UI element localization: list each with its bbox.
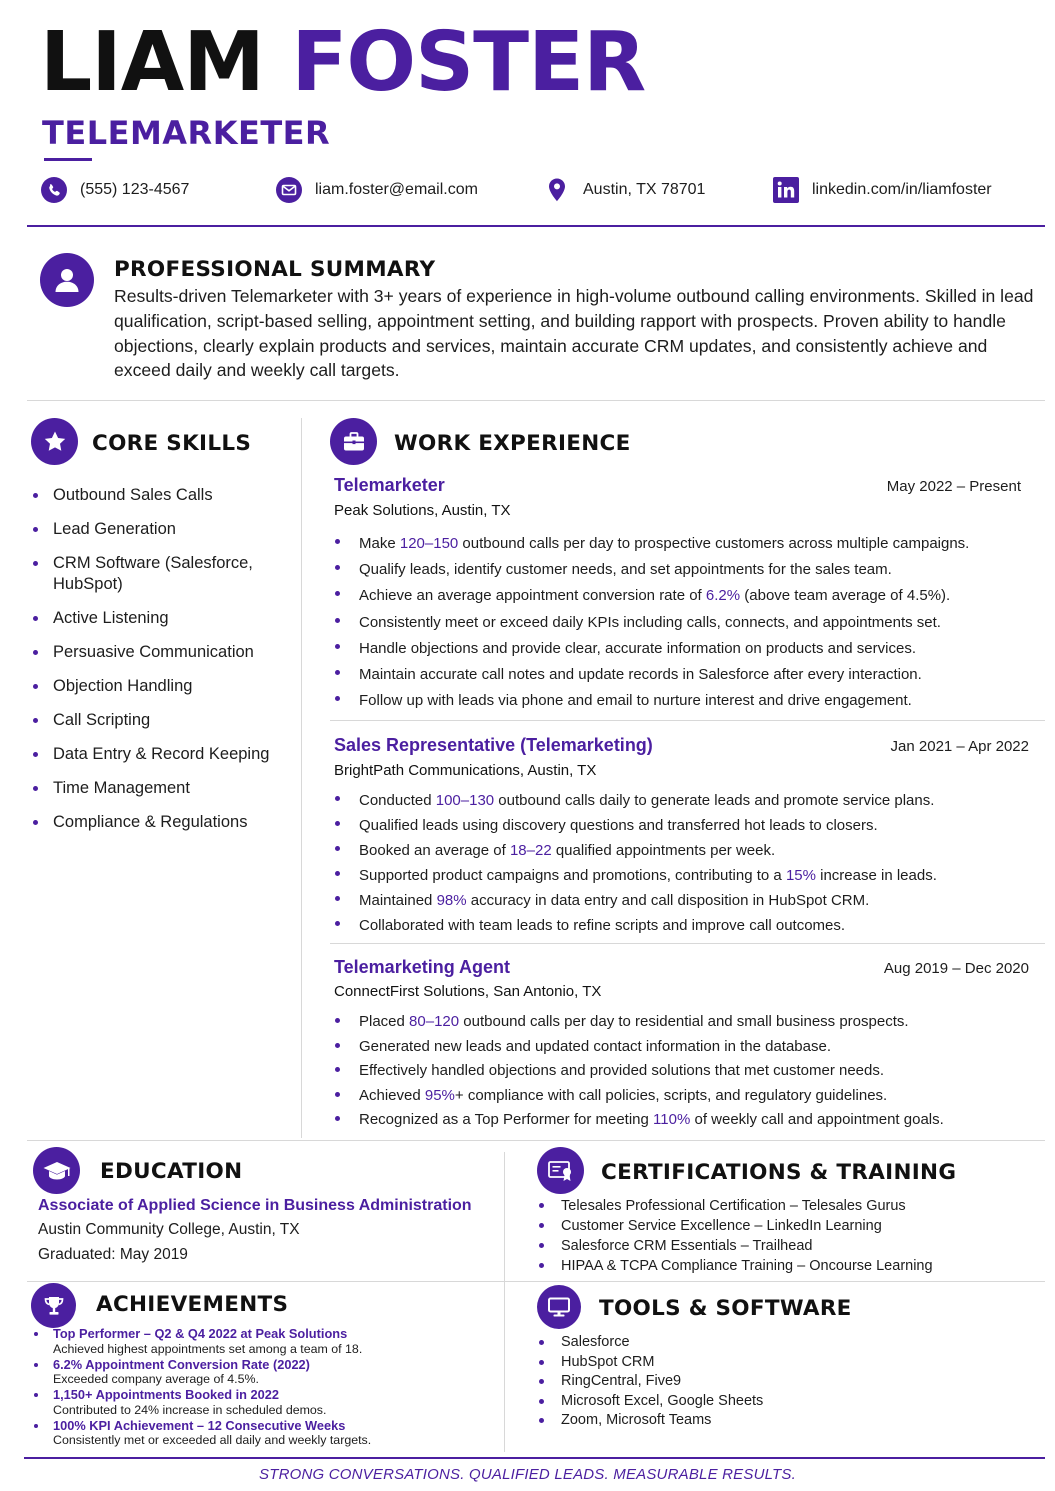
title-underline — [44, 158, 92, 161]
achievement-description: Contributed to 24% increase in scheduled demos. — [53, 1402, 327, 1417]
footer-tagline: STRONG CONVERSATIONS. QUALIFIED LEADS. MEASURABLE RESULTS. — [259, 1466, 796, 1483]
job-2-bullets — [334, 788, 937, 938]
bullet-highlight: 100–130 — [435, 792, 495, 809]
job-bullet — [334, 1059, 944, 1084]
phone-icon — [41, 177, 67, 203]
tool-item: Salesforce — [537, 1333, 763, 1353]
job-bullet — [334, 888, 937, 913]
summary-text: Results-driven Telemarketer with 3+ years of experience in high-volume outbound calling environments. Skilled in lead qualification, script-based selling, appointment setting, and building rapport with prospects. Proven ability to handle objections, clearly explain products and services, maintain accurate CRM updates, and consistently achieve and exceed daily and weekly call targets. — [114, 286, 1034, 381]
linkedin-url: linkedin.com/in/liamfoster — [812, 181, 992, 198]
first-name: LIAM — [40, 15, 264, 110]
bullet-text: outbound calls daily to generate leads and promote service plans. — [494, 792, 935, 809]
bullet-text: Consistently meet or exceed daily KPIs including calls, connects, and appointments set. — [359, 613, 941, 631]
contact-location — [544, 174, 705, 206]
experience-divider — [27, 1140, 1045, 1141]
star-icon — [31, 418, 78, 465]
envelope-icon — [276, 177, 302, 203]
certification-item: Telesales Professional Certification – Telesales Gurus — [537, 1196, 933, 1216]
graduation-date: Graduated: May 2019 — [38, 1246, 188, 1263]
job-bullet — [334, 583, 969, 609]
job-bullet — [334, 838, 937, 863]
achievement-item — [33, 1357, 371, 1388]
bullet-highlight: 95% — [424, 1086, 455, 1104]
job-bullet — [334, 662, 969, 688]
bullet-text: outbound calls per day to residential and small business prospects. — [459, 1013, 909, 1030]
person-icon — [40, 253, 94, 307]
certificate-icon — [537, 1147, 584, 1194]
bullet-text: Collaborated with team leads to refine scripts and improve call outcomes. — [359, 917, 846, 934]
bullet-highlight: 120–150 — [399, 535, 459, 552]
certification-item: Salesforce CRM Essentials – Trailhead — [537, 1236, 933, 1256]
job-bullet — [334, 557, 969, 583]
bullet-text: Achieve an average appointment conversion rate of — [359, 587, 706, 605]
education-divider — [27, 1281, 1045, 1282]
bullet-text: Supported product campaigns and promotions, contributing to a — [359, 867, 786, 884]
graduation-cap-icon — [33, 1147, 80, 1194]
bullet-text: Placed — [359, 1013, 410, 1030]
bullet-text: Follow up with leads via phone and email to nurture interest and drive engagement. — [359, 692, 912, 710]
trophy-icon — [31, 1283, 76, 1328]
column-divider — [301, 418, 302, 1138]
achievement-title: 1,150+ Appointments Booked in 2022 — [53, 1387, 280, 1402]
achievement-description: Achieved highest appointments set among a team of 18. — [53, 1341, 363, 1356]
job-bullet — [334, 1010, 944, 1035]
certifications-list — [537, 1196, 933, 1276]
bullet-text: Booked an average of — [359, 842, 510, 859]
bullet-highlight: 80–120 — [409, 1013, 460, 1030]
bullet-highlight: 6.2% — [705, 587, 741, 605]
tools-list — [537, 1333, 763, 1431]
job-2-title: Sales Representative (Telemarketing) — [334, 735, 653, 755]
experience-heading: WORK EXPERIENCE — [394, 431, 631, 456]
footer-rule — [24, 1457, 1045, 1459]
skill-item: Active Listening — [33, 608, 293, 629]
phone-number: (555) 123-4567 — [80, 181, 190, 198]
bullet-highlight: 110% — [653, 1111, 691, 1129]
bullet-text: Maintain accurate call notes and update records in Salesforce after every interaction. — [359, 666, 922, 684]
bullet-text: of weekly call and appointment goals. — [690, 1111, 944, 1129]
job-1-title: Telemarketer — [334, 475, 445, 495]
job-bullet — [334, 788, 937, 813]
bullet-text: increase in leads. — [815, 867, 937, 884]
certifications-heading: CERTIFICATIONS & TRAINING — [601, 1160, 957, 1185]
achievement-item — [33, 1418, 371, 1449]
bullet-text: Maintained — [359, 892, 437, 909]
tool-item: RingCentral, Five9 — [537, 1372, 763, 1392]
bullet-text: Make — [359, 535, 400, 552]
skill-item: Outbound Sales Calls — [33, 485, 293, 506]
location-pin-icon — [544, 177, 570, 203]
location-text: Austin, TX 78701 — [583, 181, 706, 198]
job-bullet — [334, 610, 969, 636]
achievement-title: Top Performer – Q2 & Q4 2022 at Peak Solutions — [53, 1326, 348, 1341]
job-divider-2 — [330, 943, 1045, 944]
job-3-title: Telemarketing Agent — [334, 957, 511, 977]
header-divider — [27, 225, 1045, 227]
bullet-text: Generated new leads and updated contact information in the database. — [359, 1037, 831, 1055]
bullet-text: Qualify leads, identify customer needs, and set appointments for the sales team. — [359, 561, 892, 579]
briefcase-icon — [330, 418, 377, 465]
achievement-title: 100% KPI Achievement – 12 Consecutive Weeks — [53, 1417, 346, 1433]
tool-item: HubSpot CRM — [537, 1353, 763, 1373]
job-2-company: BrightPath Communications, Austin, TX — [334, 762, 597, 779]
bullet-text: Effectively handled objections and provided solutions that met customer needs. — [359, 1062, 885, 1080]
job-3-bullets — [334, 1010, 944, 1133]
bullet-text: Qualified leads using discovery questions and transferred hot leads to closers. — [359, 817, 878, 834]
bullet-text: outbound calls per day to prospective customers across multiple campaigns. — [458, 535, 970, 552]
summary-divider — [27, 400, 1045, 401]
achievement-title: 6.2% Appointment Conversion Rate (2022) — [53, 1356, 310, 1372]
linkedin-icon — [773, 177, 799, 203]
contact-email[interactable] — [276, 174, 478, 206]
achievements-heading: ACHIEVEMENTS — [96, 1292, 289, 1317]
summary-heading: PROFESSIONAL SUMMARY — [114, 257, 436, 282]
skill-item: Time Management — [33, 778, 293, 799]
certification-item: HIPAA & TCPA Compliance Training – Oncourse Learning — [537, 1256, 933, 1276]
email-address: liam.foster@email.com — [315, 181, 478, 198]
job-1-dates: May 2022 – Present — [886, 478, 1021, 495]
achievements-list — [33, 1326, 371, 1448]
job-bullet — [334, 913, 937, 938]
bullet-highlight: 15% — [785, 867, 816, 884]
bullet-text: (above team average of 4.5%). — [740, 587, 951, 605]
skill-item: Call Scripting — [33, 710, 293, 731]
degree-name: Associate of Applied Science in Business Administration — [38, 1197, 472, 1214]
last-name: FOSTER — [291, 15, 646, 110]
job-bullet — [334, 636, 969, 662]
job-bullet — [334, 688, 969, 714]
job-bullet — [334, 813, 937, 838]
bullet-text: accuracy in data entry and call disposition in HubSpot CRM. — [466, 892, 870, 909]
skill-item: Persuasive Communication — [33, 642, 293, 663]
job-1-company: Peak Solutions, Austin, TX — [334, 502, 511, 519]
contact-phone[interactable] — [41, 174, 189, 206]
job-bullet — [334, 1108, 944, 1133]
job-1-bullets — [334, 531, 969, 714]
school-name: Austin Community College, Austin, TX — [38, 1221, 300, 1238]
bullet-text: qualified appointments per week. — [551, 842, 776, 859]
job-bullet — [334, 1035, 944, 1060]
certification-item: Customer Service Excellence – LinkedIn Learning — [537, 1216, 933, 1236]
job-title-heading: TELEMARKETER — [42, 114, 331, 152]
contact-linkedin[interactable] — [773, 174, 992, 206]
bullet-highlight: 98% — [436, 892, 467, 909]
skill-item: Compliance & Regulations — [33, 812, 293, 833]
job-divider-1 — [330, 720, 1045, 721]
achievement-item — [33, 1387, 371, 1418]
bullet-highlight: 18–22 — [509, 842, 552, 859]
bullet-text: Achieved — [359, 1086, 425, 1104]
bullet-text: Conducted — [359, 792, 436, 809]
job-bullet — [334, 531, 969, 557]
skill-item: CRM Software (Salesforce, HubSpot) — [33, 553, 293, 595]
achievement-description: Consistently met or exceeded all daily and weekly targets. — [53, 1433, 372, 1447]
job-3-company: ConnectFirst Solutions, San Antonio, TX — [334, 983, 602, 1000]
job-bullet — [334, 863, 937, 888]
skill-item: Lead Generation — [33, 519, 293, 540]
monitor-icon — [537, 1285, 581, 1329]
skills-heading: CORE SKILLS — [92, 431, 252, 456]
bullet-text: Recognized as a Top Performer for meeting — [359, 1111, 654, 1129]
job-3-dates: Aug 2019 – Dec 2020 — [883, 960, 1029, 977]
skills-list — [33, 485, 293, 846]
tool-item: Zoom, Microsoft Teams — [537, 1411, 763, 1431]
bottom-column-divider — [504, 1152, 505, 1452]
job-2-dates: Jan 2021 – Apr 2022 — [890, 738, 1029, 755]
job-bullet — [334, 1084, 944, 1109]
candidate-name — [40, 15, 646, 110]
tools-heading: TOOLS & SOFTWARE — [599, 1296, 852, 1321]
achievement-description: Exceeded company average of 4.5%. — [53, 1372, 259, 1386]
tool-item: Microsoft Excel, Google Sheets — [537, 1392, 763, 1412]
education-heading: EDUCATION — [100, 1159, 243, 1184]
achievement-item — [33, 1326, 371, 1357]
bullet-text: + compliance with call policies, scripts, and regulatory guidelines. — [454, 1086, 888, 1104]
bullet-text: Handle objections and provide clear, accurate information on products and services. — [359, 639, 916, 657]
skill-item: Data Entry & Record Keeping — [33, 744, 293, 765]
skill-item: Objection Handling — [33, 676, 293, 697]
